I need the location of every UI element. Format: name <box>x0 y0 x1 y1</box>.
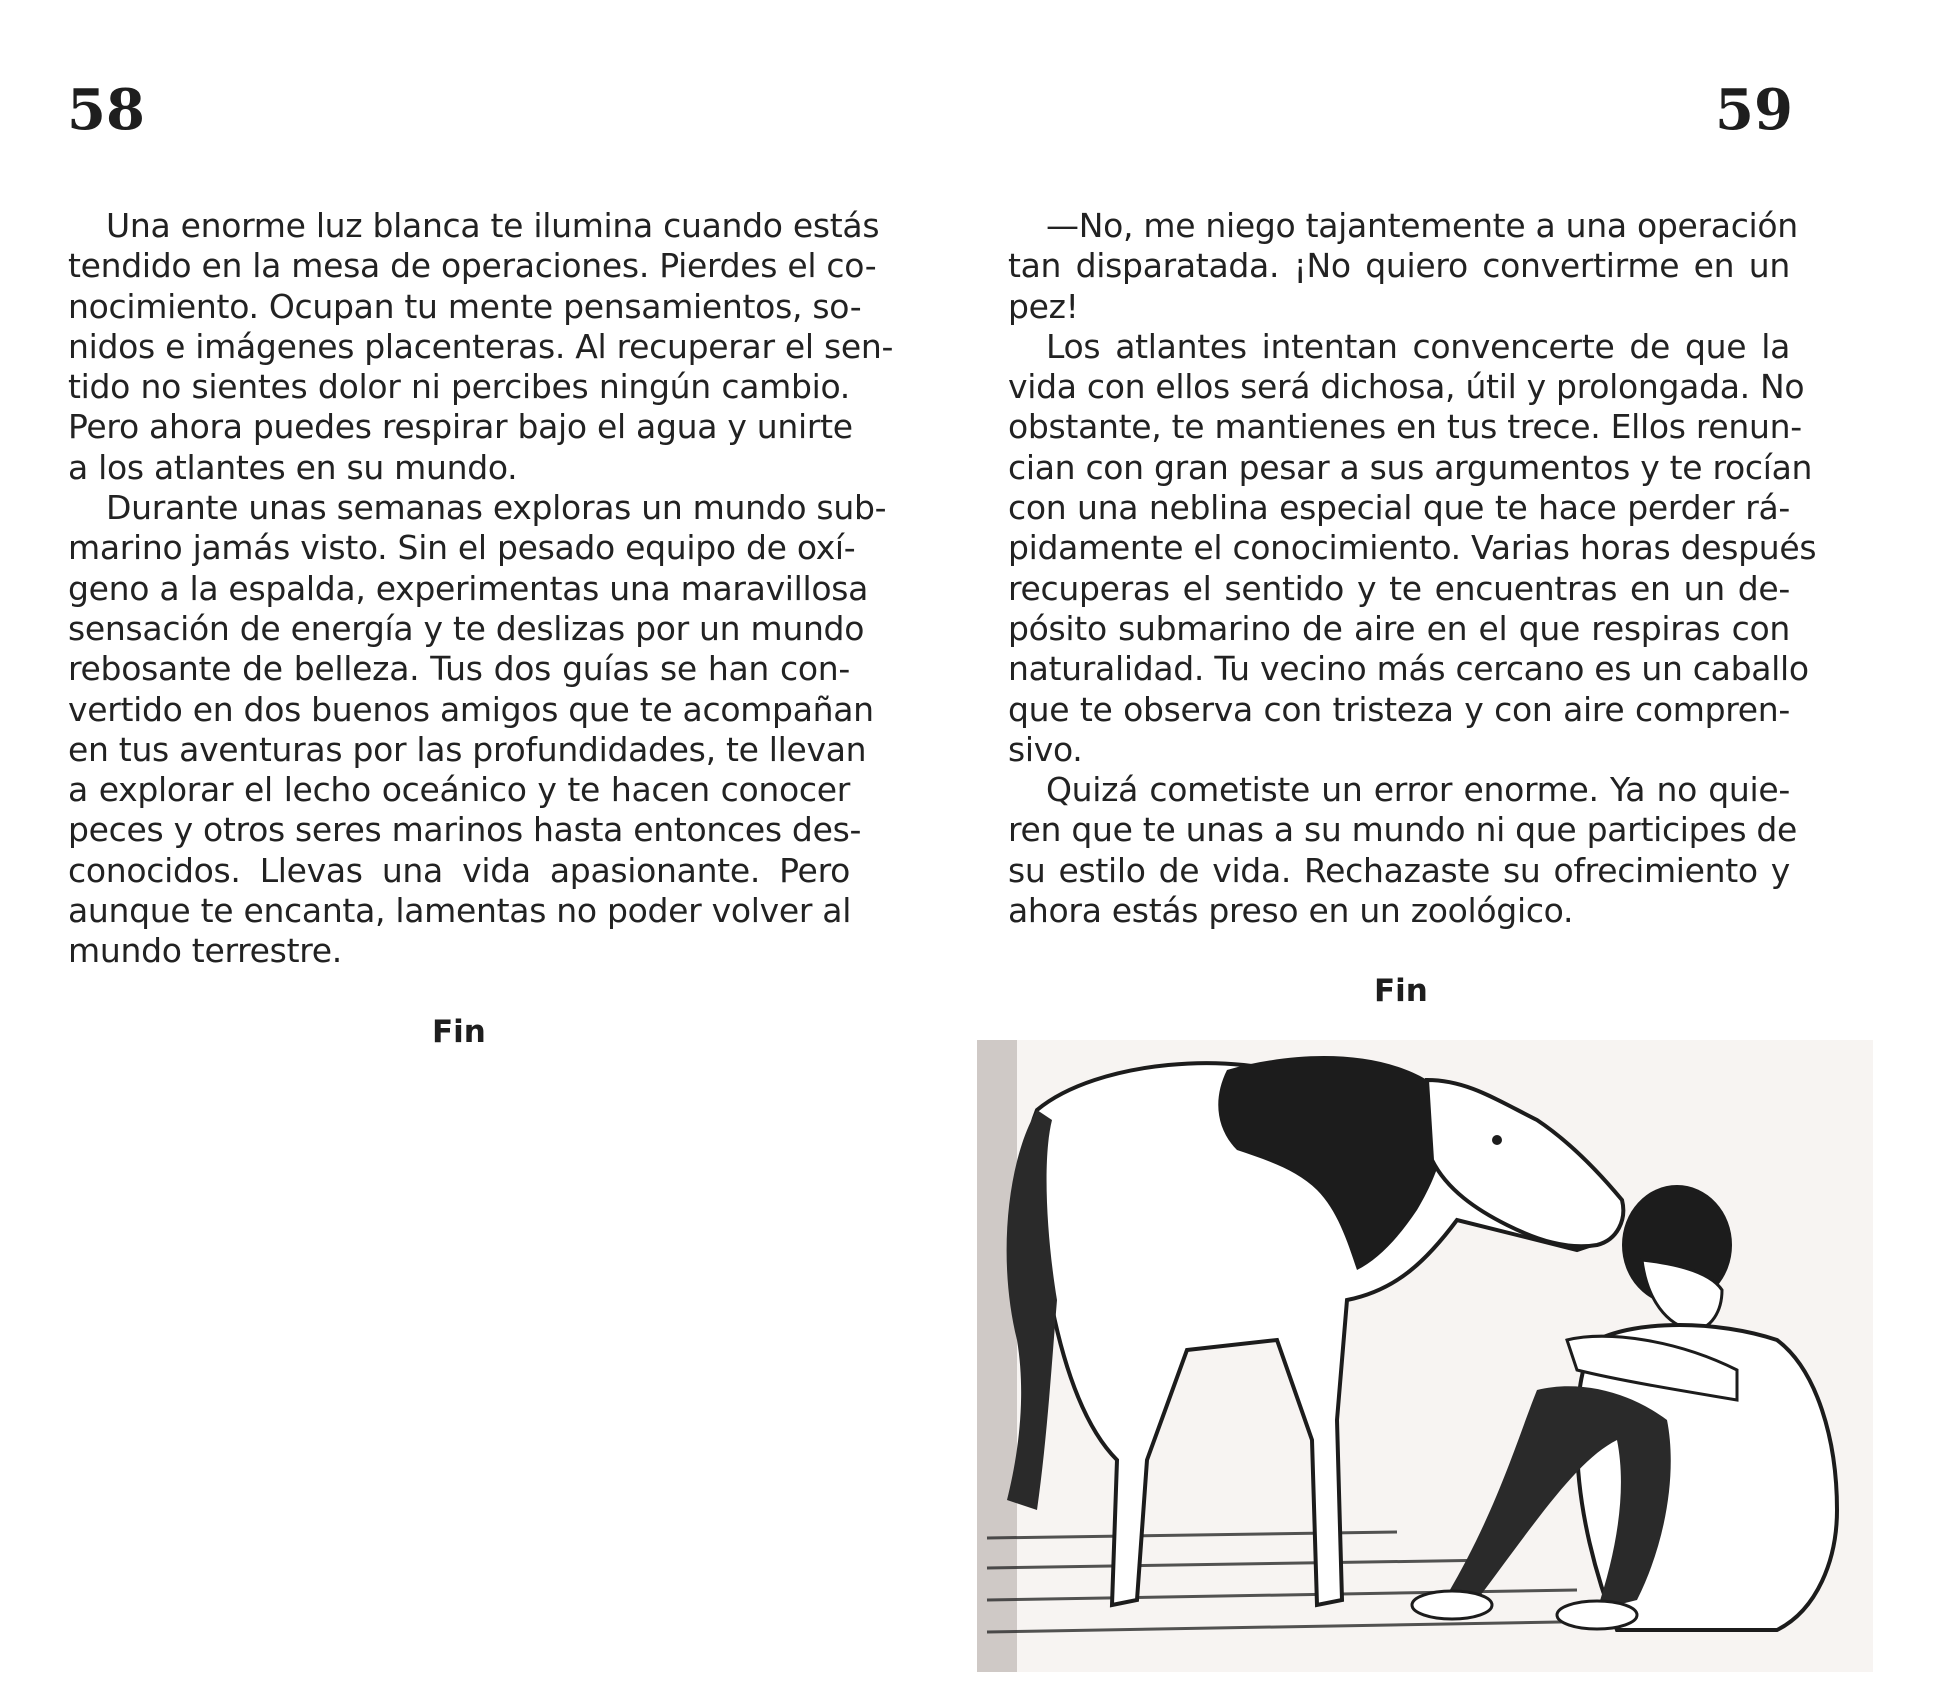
left-page-text <box>68 206 894 972</box>
right-page-number: 59 <box>1715 77 1793 143</box>
text-line: Los atlantes intentan convencerte de que la <box>1046 326 1790 366</box>
text-line: obstante, te mantienes en tus trece. Ellos renun- <box>1008 407 1802 447</box>
text-line: sensación de energía y te deslizas por un mundo <box>68 608 865 648</box>
text-line: ren que te unas a su mundo ni que participes de <box>1008 810 1798 850</box>
text-line: cian con gran pesar a sus argumentos y te rocían <box>1008 447 1813 487</box>
text-line: vertido en dos buenos amigos que te acompañan <box>68 689 874 729</box>
text-line: peces y otros seres marinos hasta entonces des- <box>68 810 862 850</box>
text-line: a los atlantes en su mundo. <box>68 447 518 487</box>
horse-eye <box>1492 1135 1502 1145</box>
horse-and-boy-illustration <box>977 1040 1873 1672</box>
boy-shoe-right <box>1557 1601 1637 1629</box>
text-line: que te observa con tristeza y con aire compren- <box>1008 689 1790 729</box>
text-line: pidamente el conocimiento. Varias horas después <box>1008 528 1817 568</box>
text-line: pósito submarino de aire en el que respiras con <box>1008 608 1790 648</box>
left-fin-label: Fin <box>432 1014 486 1050</box>
text-line: geno a la espalda, experimentas una maravillosa <box>68 568 869 608</box>
text-line: nidos e imágenes placenteras. Al recuperar el sen- <box>68 326 894 366</box>
text-line: mundo terrestre. <box>68 931 342 971</box>
text-line: Quizá cometiste un error enorme. Ya no quie- <box>1046 770 1790 810</box>
text-line: su estilo de vida. Rechazaste su ofrecimiento y <box>1008 850 1790 890</box>
text-line: Durante unas semanas exploras un mundo sub- <box>106 488 887 528</box>
text-line: sivo. <box>1008 729 1083 769</box>
text-line: aunque te encanta, lamentas no poder volver al <box>68 891 852 931</box>
text-line: —No, me niego tajantemente a una operación <box>1046 206 1798 245</box>
text-line: vida con ellos será dichosa, útil y prolongada. No <box>1008 367 1805 407</box>
right-page-text <box>1008 206 1817 931</box>
text-line: a explorar el lecho oceánico y te hacen conocer <box>68 770 850 810</box>
text-line: conocidos. Llevas una vida apasionante. Pero <box>68 850 850 890</box>
text-line: marino jamás visto. Sin el pesado equipo de oxí- <box>68 528 856 568</box>
boy-shoe-left <box>1412 1591 1492 1619</box>
text-line: tido no sientes dolor ni percibes ningún cambio. <box>68 367 850 407</box>
text-line: naturalidad. Tu vecino más cercano es un caballo <box>1008 649 1809 689</box>
text-line: pez! <box>1008 286 1079 326</box>
text-line: Una enorme luz blanca te ilumina cuando estás <box>106 206 880 245</box>
text-line: con una neblina especial que te hace perder rá- <box>1008 488 1790 528</box>
text-line: recuperas el sentido y te encuentras en un de- <box>1008 568 1790 608</box>
right-fin-label: Fin <box>1374 973 1428 1009</box>
text-line: Pero ahora puedes respirar bajo el agua y unirte <box>68 407 853 447</box>
text-line: nocimiento. Ocupan tu mente pensamientos, so- <box>68 286 862 326</box>
left-page-number: 58 <box>67 77 145 143</box>
illustration-left-shadow <box>977 1040 1017 1672</box>
text-line: rebosante de belleza. Tus dos guías se han con- <box>68 649 850 689</box>
text-line: tan disparatada. ¡No quiero convertirme en un <box>1008 246 1790 286</box>
text-line: tendido en la mesa de operaciones. Pierdes el co- <box>68 246 877 286</box>
text-line: en tus aventuras por las profundidades, te llevan <box>68 729 867 769</box>
text-line: ahora estás preso en un zoológico. <box>1008 891 1574 931</box>
